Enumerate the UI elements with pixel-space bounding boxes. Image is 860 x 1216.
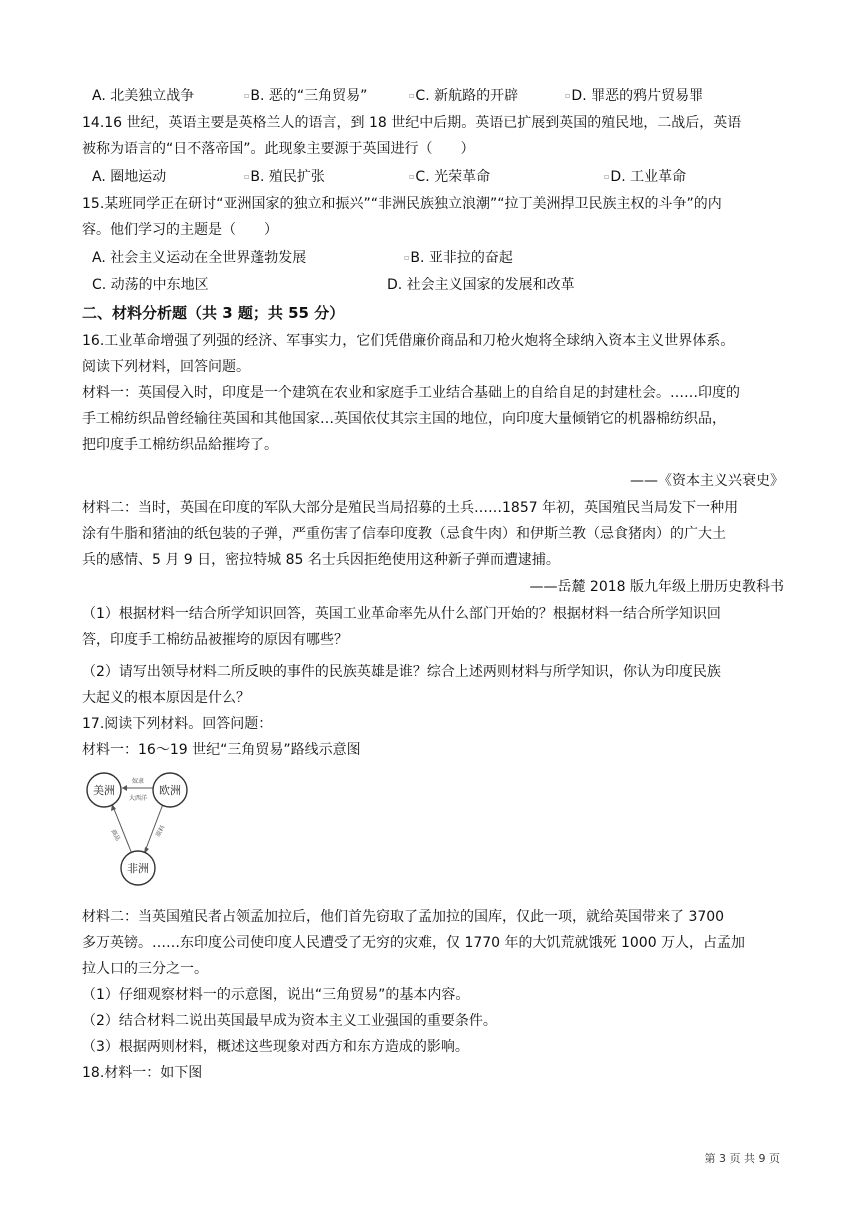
node-label-africa: 非洲: [127, 862, 149, 875]
dot-icon: ▫: [604, 172, 610, 181]
dot-icon: ▫: [244, 91, 250, 100]
edge-label-slaves: 奴隶: [131, 778, 145, 785]
q14-option-b: ▫B. 殖民扩张: [244, 169, 325, 185]
dot-icon: ▫: [409, 172, 415, 181]
q16-material1-source: ——《资本主义兴衰史》: [630, 473, 784, 489]
q16-material2-line2: 涂有牛脂和猪油的纸包装的子弹，严重伤害了信奉印度教（忌食牛肉）和伊斯兰教（忌食猪肉）的广大土: [82, 526, 726, 542]
q14-stem-line2: 被称为语言的“日不落帝国”。此现象主要源于英国进行（ ）: [82, 141, 475, 157]
dot-icon: ▫: [565, 91, 571, 100]
edge-label-atlantic: 大西洋: [128, 795, 148, 802]
q16-subquestion2-line1: （2）请写出领导材料二所反映的事件的民族英雄是谁？综合上述两则材料与所学知识，你认为印度民族: [82, 664, 721, 680]
q17-material2-line1: 材料二：当英国殖民者占领孟加拉后，他们首先窃取了孟加拉的国库，仅此一项，就给英国带来了 3700: [82, 909, 725, 925]
dot-icon: ▫: [404, 253, 410, 262]
q15-option-d: D. 社会主义国家的发展和改革: [387, 277, 575, 293]
edge-label-raw-materials: 原料: [154, 824, 167, 839]
triangle-trade-diagram: [84, 770, 190, 888]
q16-subquestion2-line2: 大起义的根本原因是什么？: [82, 690, 250, 706]
q13-option-a: A. 北美独立战争: [92, 88, 195, 104]
edge-label-goods: 商品: [109, 828, 122, 843]
q17-stem-line1: 17.阅读下列材料。回答问题：: [82, 716, 273, 732]
q16-material1-line2: 手工棉纺织品曾经输往英国和其他国家…英国依仗其宗主国的地位，向印度大量倾销它的机器棉纺织品，: [82, 411, 726, 427]
q14-option-c: ▫C. 光荣革命: [409, 169, 491, 185]
q16-subquestion1-line1: （1）根据材料一结合所学知识回答，英国工业革命率先从什么部门开始的？根据材料一结合所学知识回: [82, 606, 721, 622]
q17-material1-caption: 材料一：16～19 世纪“三角贸易”路线示意图: [82, 742, 361, 758]
q16-stem-line2: 阅读下列材料，回答问题。: [82, 359, 250, 375]
q13-option-d: ▫D. 罪恶的鸦片贸易罪: [565, 88, 704, 104]
q13-option-b: ▫B. 恶的“三角贸易”: [244, 88, 368, 104]
q15-option-a: A. 社会主义运动在全世界蓬勃发展: [92, 250, 307, 266]
q15-option-b: ▫B. 亚非拉的奋起: [404, 250, 513, 266]
q18-stem-line1: 18.材料一：如下图: [82, 1065, 203, 1081]
node-label-americas: 美洲: [93, 784, 115, 797]
q14-stem-line1: 14.16 世纪，英语主要是英格兰人的语言，到 18 世纪中后期。英语已扩展到英国的殖民地，二战后，英语: [82, 115, 742, 131]
q17-material2-line2: 多万英镑。……东印度公司使印度人民遭受了无穷的灾难，仅 1770 年的大饥荒就饿死 1000 万人，占孟加: [82, 935, 746, 951]
q16-material1-line3: 把印度手工棉纺织品給摧垮了。: [82, 437, 278, 453]
dot-icon: ▫: [409, 91, 415, 100]
q16-material2-line3: 兵的感情、5 月 9 日，密拉特城 85 名士兵因拒绝使用这种新子弹而遭逮捕。: [82, 552, 560, 568]
q15-stem-line2: 容。他们学习的主题是（ ）: [82, 222, 278, 238]
q14-option-d: ▫D. 工业革命: [604, 169, 687, 185]
q13-option-c: ▫C. 新航路的开辟: [409, 88, 519, 104]
q15-option-c: C. 动荡的中东地区: [92, 277, 209, 293]
q16-subquestion1-line2: 答，印度手工棉纺品被摧垮的原因有哪些？: [82, 632, 348, 648]
q15-stem-line1: 15.某班同学正在研讨“亚洲国家的独立和振兴”“非洲民族独立浪潮”“拉丁美洲捍卫民族主权的斗争”的内: [82, 196, 722, 212]
node-label-europe: 欧洲: [159, 784, 181, 797]
q16-material2-line1: 材料二：当时，英国在印度的军队大部分是殖民当局招募的土兵……1857 年初，英国殖民当局发下一种用: [82, 500, 739, 516]
q17-subquestion3: （3）根据两则材料，概述这些现象对西方和东方造成的影响。: [82, 1039, 469, 1055]
section-title: 二、材料分析题（共 3 题；共 55 分）: [82, 304, 345, 322]
q14-option-a: A. 圈地运动: [92, 169, 167, 185]
q17-material2-line3: 拉人口的三分之一。: [82, 961, 208, 977]
page-number: 第 3 页 共 9 页: [704, 1152, 780, 1165]
q17-subquestion1: （1）仔细观察材料一的示意图，说出“三角贸易”的基本内容。: [82, 987, 470, 1003]
q16-material1-line1: 材料一：英国侵入时，印度是一个建筑在农业和家庭手工业结合基础上的自给自足的封建杜会。……印度的: [82, 385, 740, 401]
q17-subquestion2: （2）结合材料二说出英国最早成为资本主义工业强国的重要条件。: [82, 1013, 497, 1029]
q16-material2-source: ——岳麓 2018 版九年级上册历史教科书: [529, 579, 784, 595]
dot-icon: ▫: [244, 172, 250, 181]
q16-stem-line1: 16.工业革命增强了列强的经济、军事实力，它们凭借廉价商品和刀枪火炮将全球纳入资本主义世界体系。: [82, 333, 735, 349]
